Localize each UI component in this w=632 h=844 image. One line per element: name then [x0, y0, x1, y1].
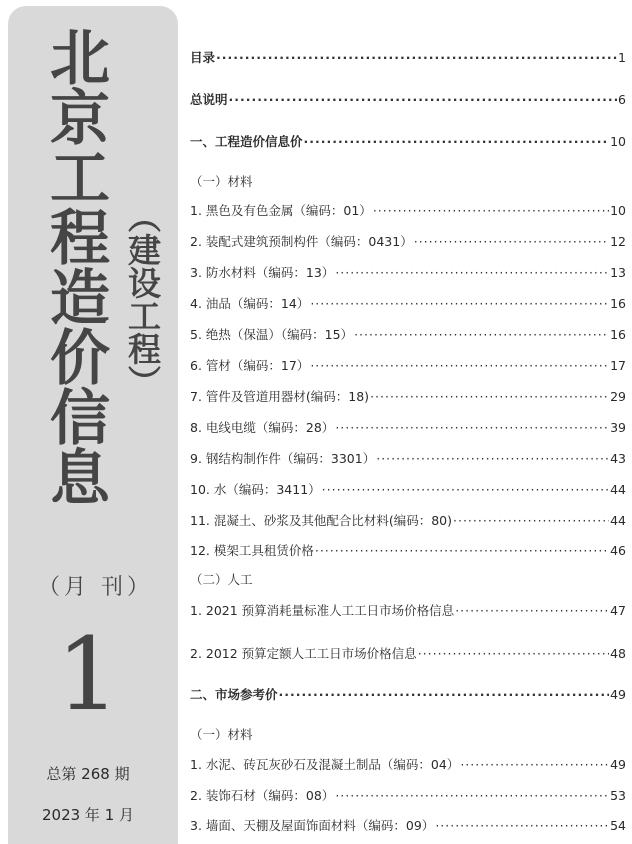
dot-leader: [373, 202, 609, 220]
dot-leader: [418, 645, 609, 663]
table-of-contents: [190, 0, 626, 844]
toc-page: 16: [610, 327, 626, 342]
toc-page: 16: [610, 296, 626, 311]
toc-label: 1. 2021 预算消耗量标准人工工日市场价格信息: [190, 603, 455, 618]
dot-leader: [229, 91, 618, 109]
toc-entry[interactable]: [190, 787, 626, 805]
toc-label: 5. 绝热（保温）（编码：15）: [190, 327, 354, 342]
toc-label: 9. 钢结构制作件（编码：3301）: [190, 451, 376, 466]
toc-label: 10. 水（编码：3411）: [190, 482, 321, 497]
toc-entry[interactable]: [190, 388, 626, 406]
toc-label: 8. 电线电缆（编码：28）: [190, 420, 335, 435]
toc-label: 1. 黑色及有色金属（编码：01）: [190, 203, 372, 218]
toc-entry[interactable]: [190, 264, 626, 282]
toc-page: 47: [610, 603, 626, 618]
toc-entry[interactable]: [190, 602, 626, 620]
toc-page: 6: [618, 92, 626, 107]
toc-entry-contents[interactable]: [190, 49, 626, 67]
dot-leader: [335, 419, 609, 437]
toc-entry[interactable]: [190, 645, 626, 663]
toc-page: 12: [610, 234, 626, 249]
toc-entry-general-notes[interactable]: [190, 91, 626, 109]
toc-entry[interactable]: [190, 481, 626, 499]
toc-subsection-materials: （一）材料: [190, 174, 253, 189]
toc-page: 53: [610, 788, 626, 803]
dot-leader: [455, 602, 609, 620]
toc-page: 44: [610, 513, 626, 528]
toc-page: 48: [610, 646, 626, 661]
toc-page: 46: [610, 543, 626, 558]
toc-page: 39: [610, 420, 626, 435]
toc-label: 6. 管材（编码：17）: [190, 358, 310, 373]
toc-page: 49: [610, 687, 626, 702]
dot-leader: [216, 49, 617, 67]
main-title: 北京工程造价信息: [40, 26, 110, 506]
toc-entry[interactable]: [190, 419, 626, 437]
dot-leader: [310, 357, 609, 375]
total-issue: 总第 268 期: [46, 765, 130, 783]
toc-page: 29: [610, 389, 626, 404]
toc-label: 11. 混凝土、砂浆及其他配合比材料(编码：80): [190, 513, 453, 528]
toc-entry[interactable]: [190, 357, 626, 375]
toc-label: 2. 装配式建筑预制构件（编码：0431）: [190, 234, 413, 249]
toc-subsection-labor: （二）人工: [190, 572, 253, 587]
toc-label: 一、工程造价信息价: [190, 134, 303, 149]
toc-entry[interactable]: [190, 817, 626, 835]
toc-label: 2. 装饰石材（编码：08）: [190, 788, 335, 803]
toc-entry[interactable]: [190, 202, 626, 220]
dot-leader: [435, 817, 609, 835]
dot-leader: [279, 686, 610, 704]
toc-label: 1. 水泥、砖瓦灰砂石及混凝土制品（编码：04）: [190, 757, 460, 772]
dot-leader: [460, 756, 609, 774]
toc-entry[interactable]: [190, 542, 626, 560]
toc-label: 总说明: [190, 92, 228, 107]
toc-label: 4. 油品（编码：14）: [190, 296, 310, 311]
sub-title: （建设工程）: [123, 200, 162, 398]
toc-entry[interactable]: [190, 756, 626, 774]
dot-leader: [335, 264, 609, 282]
dot-leader: [304, 133, 610, 151]
frequency-label: （月 刊）: [38, 575, 153, 600]
toc-page: 10: [610, 203, 626, 218]
toc-label: 二、市场参考价: [190, 687, 278, 702]
toc-label: 3. 防水材料（编码：13）: [190, 265, 335, 280]
toc-entry[interactable]: [190, 326, 626, 344]
toc-entry[interactable]: [190, 512, 626, 530]
issue-date: 2023 年 1 月: [41, 806, 135, 824]
toc-entry[interactable]: [190, 295, 626, 313]
issue-number: 1: [56, 616, 120, 733]
dot-leader: [322, 481, 609, 499]
dot-leader: [370, 388, 609, 406]
dot-leader: [453, 512, 609, 530]
toc-label: 7. 管件及管道用器材(编码：18): [190, 389, 370, 404]
dot-leader: [376, 450, 609, 468]
toc-page: 43: [610, 451, 626, 466]
toc-entry-section-2[interactable]: [190, 686, 626, 704]
toc-page: 54: [610, 818, 626, 833]
dot-leader: [335, 787, 609, 805]
toc-page: 17: [610, 358, 626, 373]
toc-page: 13: [610, 265, 626, 280]
dot-leader: [354, 326, 609, 344]
dot-leader: [315, 542, 609, 560]
toc-label: 2. 2012 预算定额人工工日市场价格信息: [190, 646, 417, 661]
toc-page: 49: [610, 757, 626, 772]
toc-label: 目录: [190, 50, 216, 65]
toc-page: 10: [610, 134, 626, 149]
toc-subsection-materials: （一）材料: [190, 727, 253, 742]
toc-entry[interactable]: [190, 450, 626, 468]
toc-entry[interactable]: [190, 233, 626, 251]
toc-entry-section-1[interactable]: [190, 133, 626, 151]
toc-label: 3. 墙面、天棚及屋面饰面材料（编码：09）: [190, 818, 435, 833]
dot-leader: [310, 295, 609, 313]
toc-page: 1: [618, 50, 626, 65]
dot-leader: [414, 233, 609, 251]
toc-page: 44: [610, 482, 626, 497]
toc-label: 12. 模架工具租赁价格: [190, 543, 314, 558]
